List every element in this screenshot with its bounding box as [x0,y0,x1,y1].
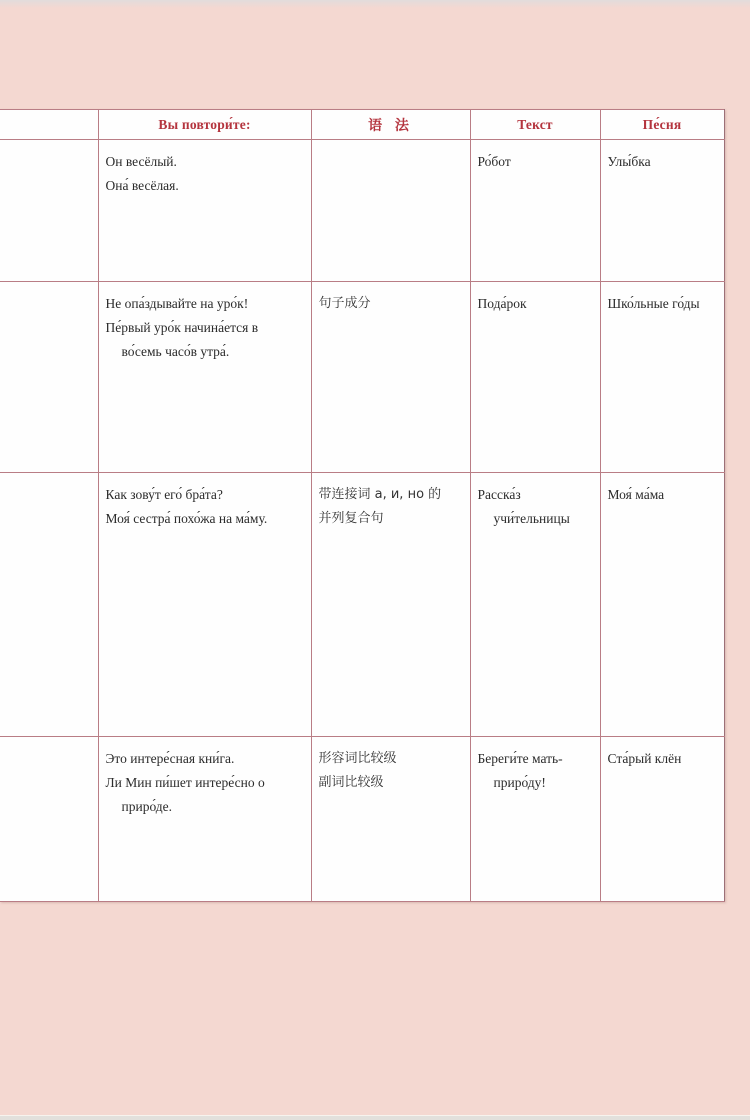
cell-grammar [311,473,470,737]
cell-lesson [0,282,98,473]
review-line: Она́ весёлая. [105,178,179,193]
review-line: Ли Мин пи́шет интере́сно о [105,775,265,790]
review-line: приро́де. [121,799,173,814]
review-line: Это интере́сная кни́га. [105,751,235,766]
cell-lesson [0,140,98,282]
song-title: Моя́ ма́ма [607,487,665,502]
review-line: Не опа́здывайте на уро́к! [105,296,249,311]
cell-text [470,140,600,282]
header-lesson [0,110,98,140]
cell-song [600,282,724,473]
cell-grammar [311,282,470,473]
top-edge-shadow [0,0,750,8]
grammar-topic: 带连接词 а, и, но 的 [318,487,442,502]
cell-grammar [311,737,470,902]
header-grammar: 语 法 [311,110,470,140]
review-line: Пе́рвый уро́к начина́ется в [105,320,259,335]
bottom-edge [0,1115,750,1120]
cell-text [470,737,600,902]
song-title: Ста́рый клён [607,751,682,766]
header-review: Вы повтори́те: [98,110,311,140]
grammar-topic: 副词比较级 [318,775,384,790]
table-row [0,737,724,902]
text-title: Ро́бот [477,154,511,169]
cell-lesson [0,737,98,902]
review-line: Как зову́т его́ бра́та? [105,487,223,502]
song-title: Улы́бка [607,154,651,169]
text-title: учи́тельницы [493,511,570,526]
grammar-topic: 句子成分 [318,296,371,311]
lesson-contents-table [0,109,725,902]
text-title: приро́ду! [493,775,546,790]
cell-lesson [0,473,98,737]
text-title: Береги́те мать- [477,751,563,766]
cell-text [470,282,600,473]
cell-text [470,473,600,737]
table-row [0,473,724,737]
review-line: во́семь часо́в утра́. [121,344,230,359]
text-title: Пода́рок [477,296,527,311]
table-row [0,282,724,473]
song-title: Шко́льные го́ды [607,296,700,311]
cell-song [600,473,724,737]
review-line: Он весёлый. [105,154,177,169]
cell-review [98,282,311,473]
header-text: Текст [470,110,600,140]
cell-song [600,140,724,282]
cell-review [98,473,311,737]
table-header-row [0,110,724,140]
grammar-topic: 形容词比较级 [318,751,397,766]
cell-grammar [311,140,470,282]
table-row [0,140,724,282]
grammar-topic: 并列复合句 [318,511,384,526]
cell-review [98,140,311,282]
cell-song [600,737,724,902]
header-song: Пе́сня [600,110,724,140]
text-title: Расска́з [477,487,521,502]
cell-review [98,737,311,902]
review-line: Моя́ сестра́ похо́жа на ма́му. [105,511,268,526]
